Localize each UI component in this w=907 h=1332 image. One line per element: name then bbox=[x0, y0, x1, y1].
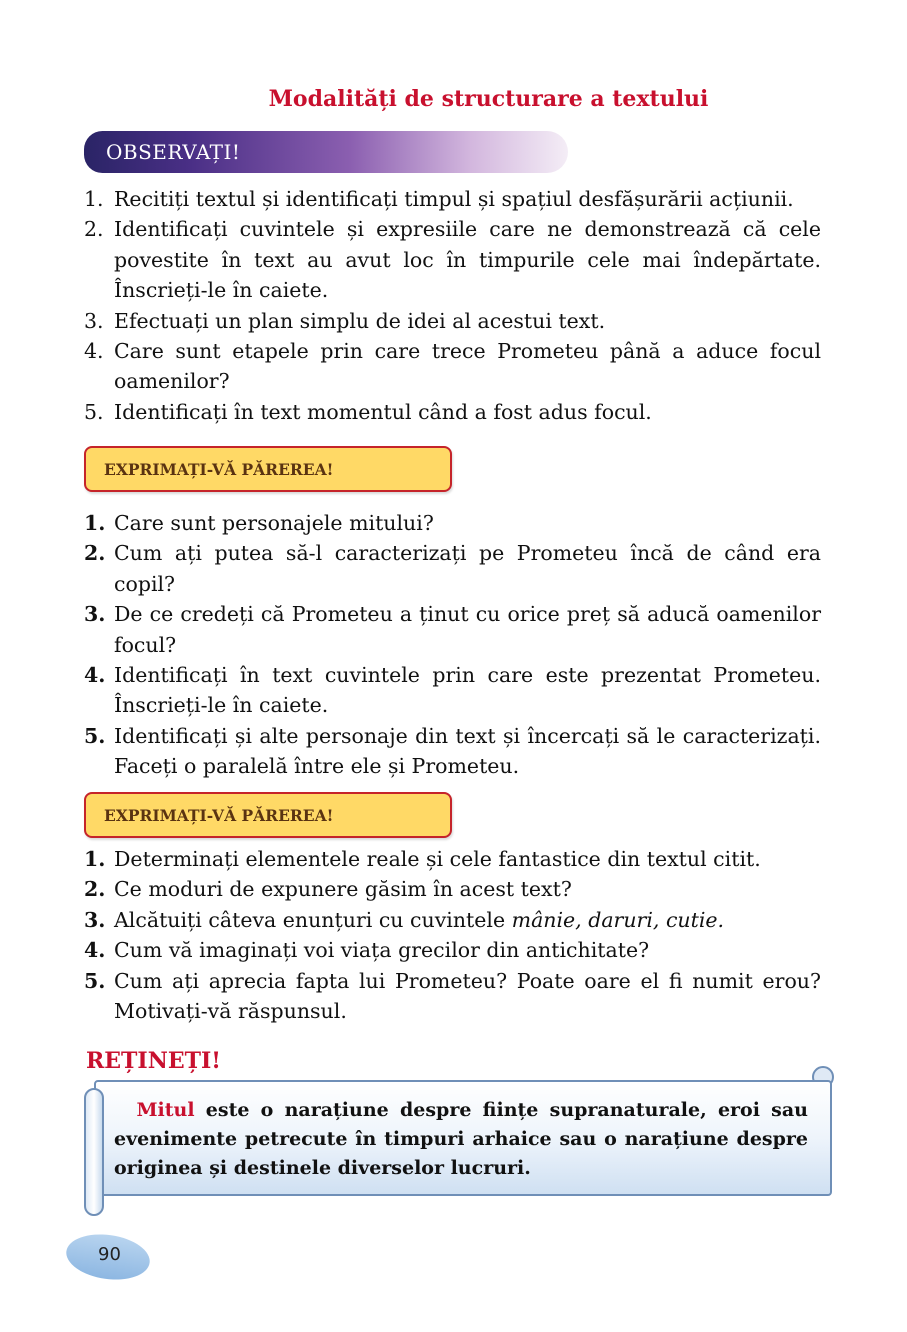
definition-text bbox=[114, 1096, 808, 1183]
item-text: Recitiți textul și identificați timpul și spațiul desfășurării acțiunii. bbox=[114, 187, 794, 211]
item-text: Cum ați aprecia fapta lui Prometeu? Poate oare el fi numit erou? Motivați-vă răspunsul. bbox=[114, 968, 821, 1024]
list-item bbox=[84, 966, 821, 1027]
item-number: 2. bbox=[84, 877, 106, 902]
scroll-roll-icon bbox=[84, 1088, 104, 1216]
item-number: 1. bbox=[84, 847, 106, 871]
list-item bbox=[84, 905, 821, 935]
item-text: Cum vă imaginați voi viața grecilor din antichitate? bbox=[114, 938, 650, 963]
list-item bbox=[84, 721, 821, 782]
retineti-heading: REȚINEȚI! bbox=[86, 1048, 221, 1074]
item-number: 2. bbox=[84, 217, 104, 242]
item-number: 4. bbox=[84, 663, 106, 688]
observe-heading: OBSERVAȚI! bbox=[106, 140, 241, 164]
item-number: 1. bbox=[84, 187, 104, 211]
item-text: Identificați și alte personaje din text și încercați să le caracterizați. Faceți o paralelă între ele și Prometeu. bbox=[114, 723, 821, 779]
opinion-list-2 bbox=[84, 844, 821, 1026]
item-number: 5. bbox=[84, 399, 104, 424]
opinion-box-1 bbox=[84, 446, 452, 492]
opinion-box-2 bbox=[84, 792, 452, 838]
item-number: 5. bbox=[84, 723, 106, 748]
definition-body: este o narațiune despre ființe supranaturale, eroi sau evenimente petrecute în timpuri arhaice sau o narațiune despre originea și destinele diverselor lucruri. bbox=[114, 1099, 808, 1179]
list-item bbox=[84, 660, 821, 721]
item-text: Identificați în text momentul când a fost adus focul. bbox=[114, 399, 652, 424]
item-text: Identificați în text cuvintele prin care este prezentat Prometeu. Înscrieți-le în caiete. bbox=[114, 663, 821, 718]
item-text: Care sunt personajele mitului? bbox=[114, 511, 434, 535]
item-text: De ce credeți că Prometeu a ținut cu orice preț să aducă oamenilor focul? bbox=[114, 602, 821, 657]
observe-banner bbox=[84, 131, 568, 173]
list-item bbox=[84, 538, 821, 599]
page-number: 90 bbox=[98, 1244, 121, 1265]
item-number: 1. bbox=[84, 511, 106, 535]
list-item bbox=[84, 336, 821, 397]
item-text: Determinați elementele reale și cele fantastice din textul citit. bbox=[114, 847, 761, 871]
list-item bbox=[84, 874, 821, 904]
item-number: 4. bbox=[84, 938, 106, 963]
item-text: Alcătuiți câteva enunțuri cu cuvintele bbox=[114, 907, 512, 932]
opinion-heading: EXPRIMAȚI-VĂ PĂREREA! bbox=[104, 460, 334, 479]
item-number: 3. bbox=[84, 602, 106, 627]
list-item bbox=[84, 397, 821, 427]
list-item bbox=[84, 599, 821, 660]
item-text: Identificați cuvintele și expresiile care ne demonstrează că cele povestite în text au avut loc în timpurile cele mai îndepărtate. Înscrieți-le în caiete. bbox=[114, 217, 821, 303]
opinion-list-1 bbox=[84, 508, 821, 782]
list-item bbox=[84, 214, 821, 305]
observe-list bbox=[84, 184, 821, 427]
page-title: Modalități de structurare a textului bbox=[268, 86, 709, 112]
list-item bbox=[84, 935, 821, 965]
list-item bbox=[84, 844, 821, 874]
item-number: 4. bbox=[84, 339, 104, 364]
item-number: 3. bbox=[84, 907, 106, 932]
list-item bbox=[84, 508, 821, 538]
item-italic-words: mânie, daruri, cutie. bbox=[511, 907, 725, 932]
item-text: Cum ați putea să-l caracterizați pe Prometeu încă de când era copil? bbox=[114, 541, 821, 596]
item-number: 5. bbox=[84, 968, 106, 993]
opinion-heading: EXPRIMAȚI-VĂ PĂREREA! bbox=[104, 806, 334, 825]
item-text: Care sunt etapele prin care trece Prometeu până a aduce focul oamenilor? bbox=[114, 339, 821, 394]
definition-term: Mitul bbox=[136, 1099, 195, 1121]
list-item bbox=[84, 184, 821, 214]
item-text: Efectuați un plan simplu de idei al acestui text. bbox=[114, 308, 606, 333]
item-text: Ce moduri de expunere găsim în acest text? bbox=[114, 877, 572, 902]
list-item bbox=[84, 306, 821, 336]
item-number: 3. bbox=[84, 308, 104, 333]
item-number: 2. bbox=[84, 541, 106, 566]
